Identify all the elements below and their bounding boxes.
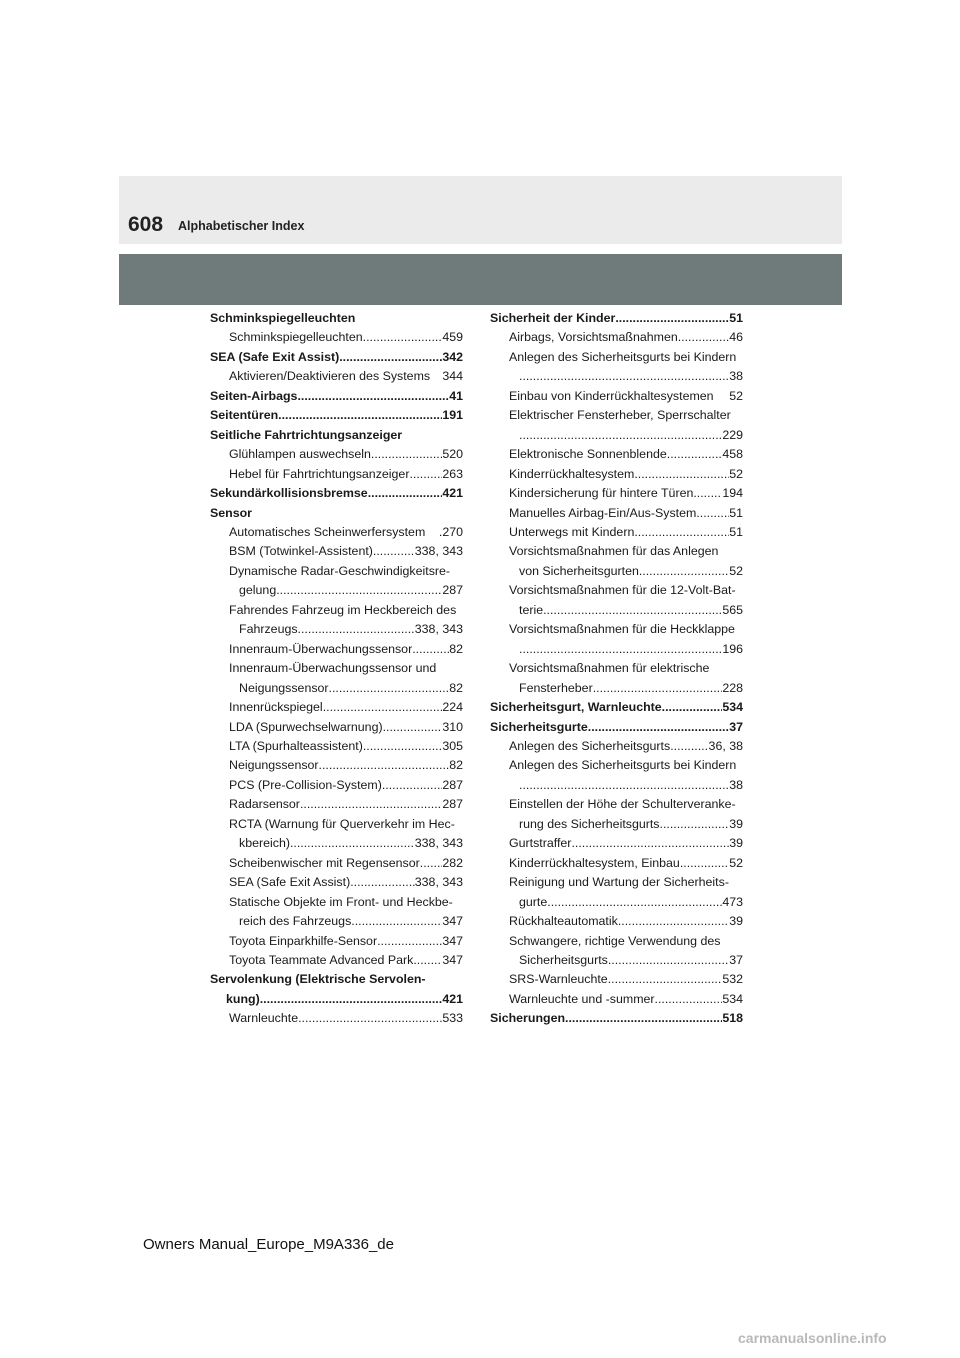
dot-leader: [412, 640, 449, 659]
index-entry-page: 51: [729, 524, 743, 539]
dot-leader: [298, 1009, 442, 1028]
index-entry-text: Kinderrückhaltesystem, Einbau: [509, 855, 680, 870]
dot-leader: [319, 756, 450, 775]
index-entry-page: 520: [442, 447, 463, 462]
index-entry: [490, 854, 743, 873]
dot-leader: [660, 815, 730, 834]
index-entry: [210, 795, 463, 814]
dot-leader: [608, 970, 723, 989]
index-entry: [210, 834, 463, 853]
index-entry-text: Fensterheber: [519, 680, 593, 695]
dot-leader: [696, 504, 729, 523]
index-entry: [490, 932, 743, 951]
index-entry-page: 421: [442, 991, 463, 1006]
dot-leader: [382, 776, 442, 795]
index-entry: [210, 601, 463, 620]
dot-leader: [329, 679, 450, 698]
index-entry: [210, 387, 463, 406]
index-entry-page: 263: [442, 466, 463, 481]
index-entry-text: Kindersicherung für hintere Türen: [509, 486, 694, 501]
index-entry: [210, 542, 463, 561]
index-entry: [490, 873, 743, 892]
dot-leader: [519, 426, 722, 445]
index-entry: [490, 562, 743, 581]
index-entry-page: 51: [729, 311, 743, 325]
dot-leader: [413, 951, 442, 970]
index-entry-page: 338, 343: [414, 836, 463, 851]
index-entry-text: Toyota Einparkhilfe-Sensor: [229, 933, 378, 948]
index-entry-page: 342: [442, 349, 463, 364]
index-entry-text: Manuelles Airbag-Ein/Aus-System: [509, 505, 697, 520]
index-entry-page: 38: [729, 777, 743, 792]
index-entry-text: reich des Fahrzeugs: [239, 914, 352, 929]
index-entry-text: SEA (Safe Exit Assist): [229, 875, 351, 890]
index-column-left: [210, 309, 463, 1029]
index-entry-text: Hebel für Fahrtrichtungsanzeiger: [229, 466, 410, 481]
index-entry-text: Seitliche Fahrtrichtungsanzeiger: [210, 427, 403, 442]
index-entry: [490, 445, 743, 464]
index-entry-page: 534: [722, 991, 743, 1006]
index-entry: [210, 1009, 463, 1028]
index-entry-text: Elektrischer Fensterheber, Sperrschalter: [509, 408, 731, 423]
dot-leader: [588, 718, 729, 737]
index-entry: [490, 679, 743, 698]
index-entry: [490, 776, 743, 795]
dot-leader: [680, 854, 729, 873]
index-entry-text: Anlegen des Sicherheitsgurts: [509, 738, 671, 753]
index-entry: [490, 815, 743, 834]
index-entry: [210, 562, 463, 581]
index-entry-page: 82: [449, 680, 463, 695]
index-entry: [490, 990, 743, 1009]
index-entry: [210, 328, 463, 347]
index-entry: [490, 542, 743, 561]
index-entry: [210, 815, 463, 834]
dot-leader: [519, 776, 729, 795]
index-column-right: [490, 309, 743, 1029]
index-entry-text: Kinderrückhaltesystem: [509, 466, 635, 481]
index-entry-page: 82: [449, 758, 463, 773]
index-entry-page: 196: [722, 641, 743, 656]
index-entry-text: Schminkspiegelleuchten: [229, 330, 363, 345]
index-entry: [490, 601, 743, 620]
index-entry: [490, 912, 743, 931]
index-entry-page: 82: [449, 641, 463, 656]
index-entry-page: 282: [442, 855, 463, 870]
index-entry-page: 338, 343: [414, 875, 463, 890]
dot-leader: [351, 912, 442, 931]
dot-leader: [678, 328, 729, 347]
index-entry-text: SEA (Safe Exit Assist): [210, 349, 340, 364]
dot-leader: [298, 620, 415, 639]
index-entry: [210, 426, 463, 445]
dot-leader: [634, 523, 729, 542]
index-entry-text: Fahrendes Fahrzeug im Heckbereich des: [229, 602, 457, 617]
dot-leader: [290, 834, 415, 853]
index-entry-text: Einbau von Kinderrückhaltesystemen: [509, 388, 714, 403]
dot-leader: [323, 698, 443, 717]
index-entry-page: 421: [442, 486, 463, 501]
index-entry-page: 458: [722, 447, 743, 462]
index-entry-text: Rückhalteautomatik: [509, 914, 618, 929]
index-entry-text: Vorsichtsmaßnahmen für die Heckklappe: [509, 622, 735, 637]
index-entry: [490, 484, 743, 503]
dot-leader: [300, 795, 442, 814]
index-entry-text: Automatisches Scheinwerfersystem: [229, 524, 426, 539]
dot-leader: [276, 581, 442, 600]
index-entry-text: Reinigung und Wartung der Sicherheits-: [509, 875, 729, 890]
index-entry-text: gurte: [519, 894, 548, 909]
index-entry-text: Seiten-Airbags: [210, 388, 298, 403]
dot-leader: [693, 484, 722, 503]
dot-leader: [667, 445, 723, 464]
dot-leader: [547, 893, 722, 912]
index-entry-page: 459: [442, 330, 463, 345]
dot-leader: [670, 737, 708, 756]
index-entry-page: 338, 343: [414, 544, 463, 559]
index-entry-page: 191: [442, 408, 463, 423]
index-entry: [210, 309, 463, 328]
index-entry-page: 347: [442, 952, 463, 967]
index-entry-page: 338, 343: [414, 622, 463, 637]
index-entry: [210, 406, 463, 425]
index-entry-text: Glühlampen auswechseln: [229, 447, 371, 462]
index-entry-text: Neigungssensor: [229, 758, 319, 773]
index-entry-page: 287: [442, 797, 463, 812]
index-entry: [210, 523, 463, 542]
index-entry: [490, 698, 743, 717]
index-entry-text: Sicherungen: [490, 1011, 566, 1026]
index-entry-text: Aktivieren/Deaktivieren des Systems: [229, 369, 431, 384]
index-entry-text: Sensor: [210, 505, 253, 520]
dot-leader: [278, 406, 442, 425]
index-entry-page: 518: [722, 1011, 743, 1026]
index-entry-page: 347: [442, 914, 463, 929]
dot-leader: [371, 445, 442, 464]
index-entry-page: 38: [729, 369, 743, 384]
index-entry: [210, 737, 463, 756]
index-entry: [210, 445, 463, 464]
page-number: 608: [128, 213, 164, 236]
index-entry: [210, 970, 463, 989]
index-entry-text: kbereich): [239, 836, 290, 851]
index-entry-text: von Sicherheitsgurten: [519, 563, 639, 578]
index-entry-page: .270: [438, 524, 463, 539]
index-entry-text: Sicherheitsgurts: [519, 952, 608, 967]
dot-leader: [655, 990, 723, 1009]
index-entry-text: Sekundärkollisionsbremse: [210, 486, 368, 501]
index-entry-page: 565: [722, 602, 743, 617]
dot-leader: [608, 951, 729, 970]
index-entry: [210, 620, 463, 639]
index-entry-page: 194: [722, 486, 743, 501]
index-entry: [490, 309, 743, 328]
index-entry-page: 41: [449, 388, 463, 403]
index-entry: [210, 367, 463, 386]
index-entry: [210, 718, 463, 737]
index-entry-text: Warnleuchte: [229, 1011, 299, 1026]
index-entry: [210, 581, 463, 600]
index-entry-page: 52: [729, 855, 743, 870]
dot-leader: [565, 1009, 722, 1028]
dot-leader: [543, 601, 722, 620]
index-entry: [490, 893, 743, 912]
dot-leader: [297, 387, 449, 406]
index-entry: [490, 367, 743, 386]
index-entry-page: 533: [442, 1011, 463, 1026]
index-entry-text: Vorsichtsmaßnahmen für das Anlegen: [509, 544, 719, 559]
index-entry-text: RCTA (Warnung für Querverkehr im Hec-: [229, 816, 455, 831]
index-entry: [490, 328, 743, 347]
dot-leader: [363, 328, 443, 347]
index-entry-text: Schminkspiegelleuchten: [210, 311, 356, 325]
index-entry: [490, 718, 743, 737]
index-entry-page: 52: [729, 466, 743, 481]
dot-leader: [260, 990, 443, 1009]
dot-leader: [409, 465, 442, 484]
index-entry: [210, 756, 463, 775]
index-entry-page: 39: [729, 914, 743, 929]
index-entry-text: kung): [226, 991, 260, 1006]
index-entry-text: Servolenkung (Elektrische Servolen-: [210, 972, 426, 987]
index-entry-page: 344: [442, 369, 463, 384]
index-entry-text: Vorsichtsmaßnahmen für die 12-Volt-Bat-: [509, 583, 736, 598]
index-entry-page: 37: [729, 719, 743, 734]
index-entry-page: 36, 38: [708, 738, 743, 753]
index-entry: [490, 504, 743, 523]
dot-leader: [662, 698, 723, 717]
footer-manual-id: Owners Manual_Europe_M9A336_de: [143, 1236, 394, 1253]
index-entry: [210, 348, 463, 367]
index-entry-text: Einstellen der Höhe der Schulterveranke-: [509, 797, 736, 812]
section-title: Alphabetischer Index: [178, 219, 305, 233]
index-entry: [210, 951, 463, 970]
dot-leader: [339, 348, 442, 367]
dot-leader: [373, 542, 415, 561]
index-entry-text: Fahrzeugs: [239, 622, 298, 637]
index-entry-page: 287: [442, 583, 463, 598]
index-entry: [490, 348, 743, 367]
index-entry-page: 52: [729, 388, 743, 403]
dot-leader: [368, 484, 443, 503]
index-entry: [210, 893, 463, 912]
index-entry-text: terie: [519, 602, 544, 617]
index-entry-text: Elektronische Sonnenblende: [509, 447, 667, 462]
index-entry-text: Toyota Teammate Advanced Park: [229, 952, 414, 967]
index-entry: [210, 698, 463, 717]
dot-leader: [420, 854, 443, 873]
dot-leader: [634, 465, 729, 484]
index-entry-page: 37: [729, 952, 743, 967]
dot-leader: [571, 834, 729, 853]
dot-leader: [618, 912, 729, 931]
index-entry-text: Anlegen des Sicherheitsgurts bei Kindern: [509, 758, 737, 773]
index-entry: [210, 679, 463, 698]
index-entry: [490, 426, 743, 445]
index-entry-page: 224: [442, 700, 463, 715]
index-entry-text: BSM (Totwinkel-Assistent): [229, 544, 373, 559]
index-entry: [490, 659, 743, 678]
index-entry-page: 229: [722, 427, 743, 442]
index-entry-page: 228: [722, 680, 743, 695]
index-entry-text: Scheibenwischer mit Regensensor: [229, 855, 420, 870]
index-entry-text: gelung: [239, 583, 277, 598]
index-entry: [210, 873, 463, 892]
index-entry-page: 46: [729, 330, 743, 345]
index-entry-page: 534: [722, 700, 743, 715]
header-band: [119, 176, 842, 244]
dot-leader: [519, 367, 729, 386]
index-entry-page: 473: [722, 894, 743, 909]
dot-leader: [519, 640, 722, 659]
index-entry: [490, 620, 743, 639]
index-entry-text: Sicherheit der Kinder: [490, 311, 616, 325]
index-entry-text: Seitentüren: [210, 408, 279, 423]
watermark: carmanualsonline.info: [738, 1330, 887, 1346]
index-entry: [490, 581, 743, 600]
index-entry: [490, 795, 743, 814]
index-entry-text: Airbags, Vorsichtsmaßnahmen: [509, 330, 678, 345]
index-entry-text: PCS (Pre-Collision-System): [229, 777, 382, 792]
index-entry: [210, 659, 463, 678]
index-entry-text: Neigungssensor: [239, 680, 329, 695]
index-entry-text: Vorsichtsmaßnahmen für elektrische: [509, 661, 710, 676]
index-entry-text: Unterwegs mit Kindern: [509, 524, 635, 539]
dot-leader: [615, 309, 729, 328]
index-entry-text: Innenrückspiegel: [229, 700, 323, 715]
index-entry: [210, 990, 463, 1009]
index-entry: [490, 834, 743, 853]
index-entry-page: 310: [442, 719, 463, 734]
index-entry-text: Dynamische Radar-Geschwindigkeitsre-: [229, 563, 451, 578]
index-entry-page: 305: [442, 738, 463, 753]
index-entry: [490, 970, 743, 989]
index-entry-text: Innenraum-Überwachungssensor: [229, 641, 413, 656]
index-entry: [210, 932, 463, 951]
index-entry: [210, 504, 463, 523]
index-entry: [210, 912, 463, 931]
index-entry-page: 39: [729, 836, 743, 851]
header-bar: [119, 254, 842, 305]
index-entry-page: 52: [729, 563, 743, 578]
index-entry-page: 532: [722, 972, 743, 987]
index-entry-page: 347: [442, 933, 463, 948]
index-entry: [490, 1009, 743, 1028]
dot-leader: [350, 873, 415, 892]
index-entry-text: LTA (Spurhalteassistent): [229, 738, 363, 753]
index-entry-text: Gurtstraffer: [509, 836, 572, 851]
index-entry-page: 39: [729, 816, 743, 831]
index-entry: [490, 951, 743, 970]
index-entry-text: Statische Objekte im Front- und Heckbe-: [229, 894, 453, 909]
index-entry-text: Anlegen des Sicherheitsgurts bei Kindern: [509, 349, 737, 364]
index-entry-text: Radarsensor: [229, 797, 300, 812]
index-entry-text: Sicherheitsgurte: [490, 719, 588, 734]
index-entry: [490, 523, 743, 542]
index-entry: [210, 854, 463, 873]
index-entry: [210, 465, 463, 484]
index-entry: [490, 737, 743, 756]
index-entry: [210, 776, 463, 795]
index-entry-text: SRS-Warnleuchte: [509, 972, 608, 987]
index-entry: [490, 406, 743, 425]
index-entry-text: Sicherheitsgurt, Warnleuchte: [490, 700, 662, 715]
dot-leader: [383, 718, 443, 737]
dot-leader: [363, 737, 442, 756]
index-entry-page: 51: [729, 505, 743, 520]
dot-leader: [593, 679, 723, 698]
index-entry: [490, 640, 743, 659]
index-entry-text: rung des Sicherheitsgurts: [519, 816, 660, 831]
index-entry-text: Innenraum-Überwachungssensor und: [229, 661, 437, 676]
index-entry: [490, 465, 743, 484]
index-entry-text: LDA (Spurwechselwarnung): [229, 719, 383, 734]
index-entry-page: 287: [442, 777, 463, 792]
dot-leader: [377, 932, 442, 951]
index-entry: [210, 640, 463, 659]
index-entry: [210, 484, 463, 503]
index-entry-text: Warnleuchte und -summer: [509, 991, 655, 1006]
index-entry: [490, 387, 743, 406]
dot-leader: [639, 562, 729, 581]
index-entry: [490, 756, 743, 775]
index-entry-text: Schwangere, richtige Verwendung des: [509, 933, 721, 948]
